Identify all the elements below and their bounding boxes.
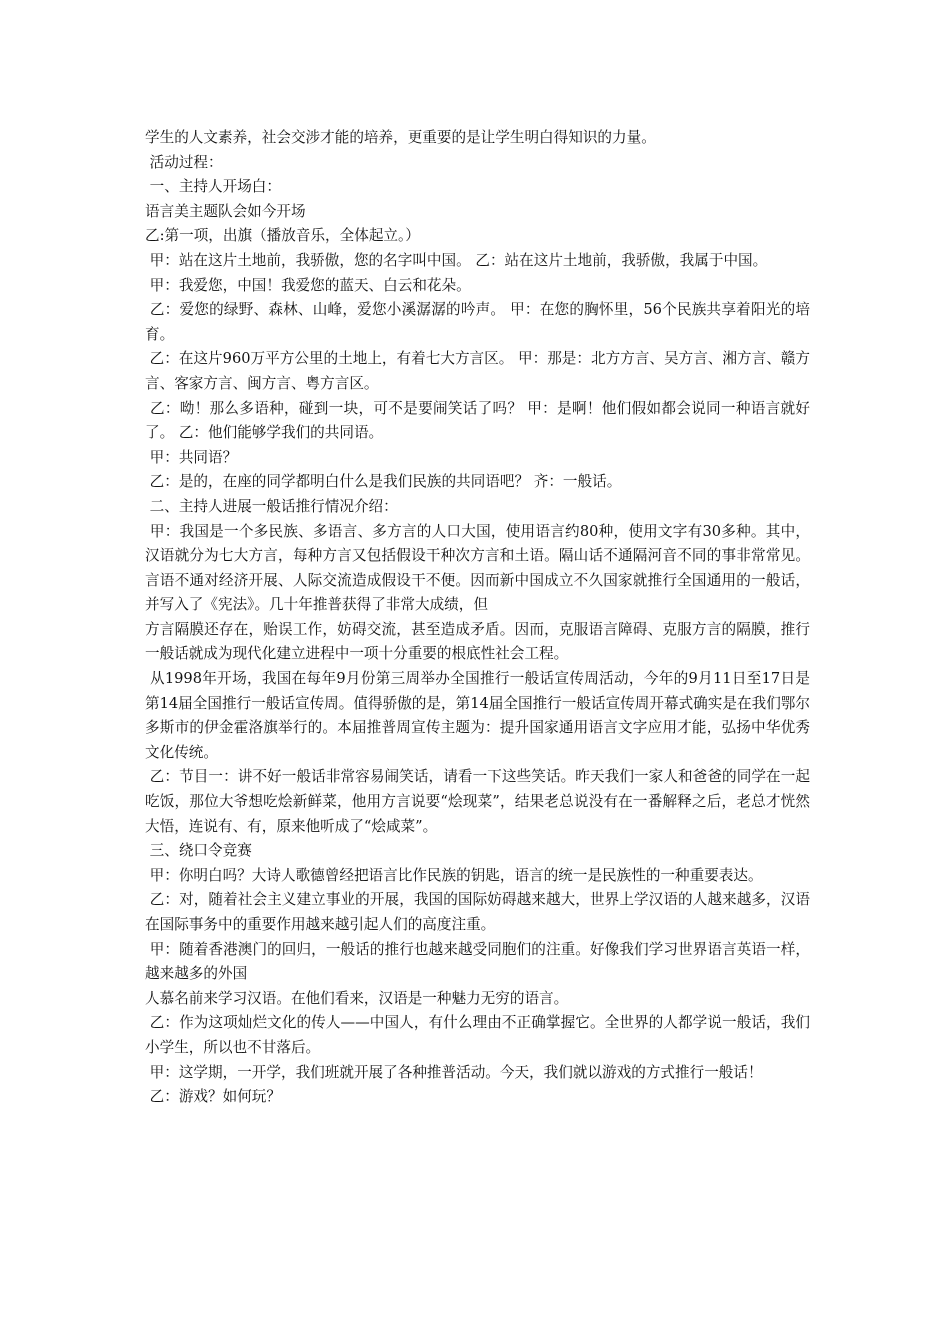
paragraph: 学生的人文素养，社会交涉才能的培养，更重要的是让学生明白得知识的力量。 — [145, 129, 656, 146]
paragraph: 甲：我爱您，中国！我爱您的蓝天、白云和花朵。 — [145, 276, 471, 294]
paragraph: 语言美主题队会如今开场 — [145, 202, 306, 220]
paragraph: 一、主持人开场白： — [145, 178, 281, 196]
paragraph: 甲：我国是一个多民族、多语言、多方言的人口大国，使用语言约80种，使用文字有30多种。其中，汉语就分为七大方言，每种方言又包括假设干种次方言和土语。隔山话不通隔河音不同的事非常常见。言语不通对经济开展、人际交流造成假设干不便。因而新中国成立不久国家就推行全国通用的一般话，并写入了《宪法》。几十年推普获得了非常大成绩，但 — [145, 522, 810, 614]
paragraph: 乙：是的，在座的同学都明白什么是我们民族的共同语吧？ 齐：一般话。 — [145, 473, 622, 491]
paragraph: 方言隔膜还存在，贻误工作，妨碍交流，甚至造成矛盾。因而，克服语言障碍、克服方言的隔膜，推行一般话就成为现代化建立进程中一项十分重要的根底性社会工程。 — [145, 620, 810, 663]
paragraph: 乙：爱您的绿野、森林、山峰，爱您小溪潺潺的吟声。 甲：在您的胸怀里，56个民族共享着阳光的培育。 — [145, 301, 810, 343]
paragraph: 人慕名前来学习汉语。在他们看来，汉语是一种魅力无穷的语言。 — [145, 989, 569, 1007]
paragraph: 乙：对，随着社会主义建立事业的开展，我国的国际妨碍越来越大，世界上学汉语的人越来越多，汉语在国际事务中的重要作用越来越引起人们的高度注重。 — [145, 891, 811, 933]
paragraph: 甲：你明白吗？大诗人歌德曾经把语言比作民族的钥匙，语言的统一是民族性的一种重要表达。 — [145, 866, 763, 884]
paragraph: 甲：这学期，一开学，我们班就开展了各种推普活动。今天，我们就以游戏的方式推行一般话！ — [145, 1063, 763, 1081]
paragraph: 二、主持人进展一般话推行情况介绍： — [145, 497, 398, 515]
paragraph: 乙：节目一：讲不好一般话非常容易闹笑话，请看一下这些笑话。昨天我们一家人和爸爸的同学在一起吃饭，那位大爷想吃烩新鲜菜，他用方言说要“烩现菜”，结果老总说没有在一番解释之后，老总才恍然大悟，连说有、有，原来他听成了“烩咸菜”。 — [145, 768, 811, 835]
paragraph: 甲：共同语？ — [145, 448, 238, 466]
paragraph: 活动过程： — [145, 153, 223, 171]
paragraph: 三、绕口令竞赛 — [145, 842, 252, 860]
paragraph: 乙：作为这项灿烂文化的传人——中国人，有什么理由不正确掌握它。全世界的人都学说一般话，我们小学生，所以也不甘落后。 — [145, 1014, 810, 1056]
paragraph: 乙：呦！那么多语种，碰到一块，可不是要闹笑话了吗？ 甲：是啊！他们假如都会说同一种语言就好了。 乙：他们能够学我们的共同语。 — [145, 399, 810, 442]
paragraph: 甲：随着香港澳门的回归，一般话的推行也越来越受同胞们的注重。好像我们学习世界语言英语一样，越来越多的外国 — [145, 940, 811, 983]
document-body — [145, 126, 810, 1110]
paragraph: 乙：游戏？如何玩？ — [145, 1088, 281, 1106]
paragraph: 甲：站在这片土地前，我骄傲，您的名字叫中国。 乙：站在这片土地前，我骄傲，我属于中国。 — [145, 251, 768, 269]
paragraph: 乙：在这片960万平方公里的土地上，有着七大方言区。 甲：那是：北方方言、吴方言、湘方言、赣方言、客家方言、闽方言、粤方言区。 — [145, 350, 811, 392]
paragraph: 乙:第一项，出旗（播放音乐，全体起立。） — [145, 227, 420, 245]
paragraph: 从1998年开场，我国在每年9月份第三周举办全国推行一般话宣传周活动，今年的9月11日至17日是第14届全国推行一般话宣传周。值得骄傲的是，第14届全国推行一般话宣传周开幕式确实是在我们鄂尔多斯市的伊金霍洛旗举行的。本届推普周宣传主题为：提升国家通用语言文字应用才能，弘扬中华优秀文化传统。 — [145, 670, 811, 761]
